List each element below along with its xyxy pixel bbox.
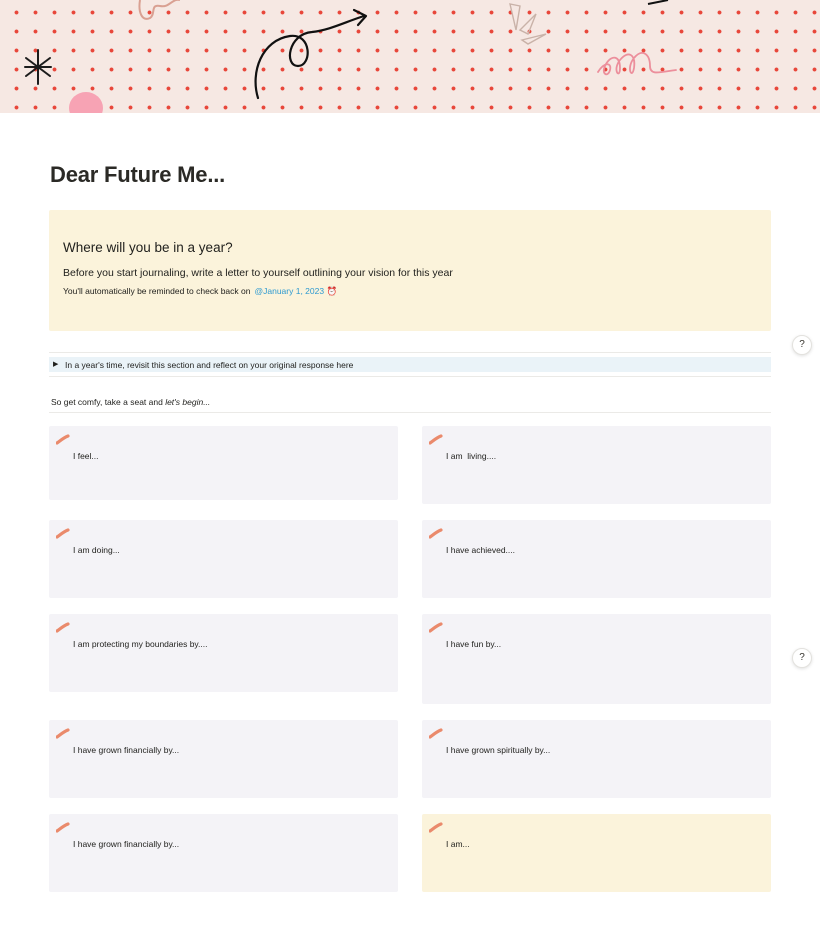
- curly-arrow-doodle: [256, 16, 364, 98]
- card-label: I have grown financially by...: [73, 839, 180, 849]
- cover-doodles: [0, 0, 820, 113]
- alarm-clock-icon: ⏰: [326, 286, 338, 296]
- brush-stroke-icon: [56, 622, 70, 633]
- prompt-card[interactable]: [422, 720, 771, 798]
- date-mention-link[interactable]: @January 1, 2023 ⏰: [254, 286, 338, 296]
- prompt-card[interactable]: [422, 520, 771, 598]
- lead-paragraph[interactable]: [51, 397, 210, 407]
- toggle-arrow-icon[interactable]: ▶: [53, 361, 59, 368]
- toggle-label: In a year's time, revisit this section and reflect on your original response here: [65, 360, 354, 370]
- brush-stroke-icon: [429, 622, 443, 633]
- brush-stroke-icon: [56, 528, 70, 539]
- callout-heading[interactable]: Where will you be in a year?: [63, 240, 233, 255]
- loops-doodle: [598, 53, 676, 74]
- prompt-card[interactable]: [422, 426, 771, 504]
- card-label: I feel...: [73, 451, 99, 461]
- brush-stroke-icon: [429, 528, 443, 539]
- pink-blob-doodle: [69, 92, 103, 113]
- brush-stroke-icon: [56, 434, 70, 445]
- divider: [49, 412, 771, 413]
- card-label: I have fun by...: [446, 639, 502, 649]
- brush-stroke-icon: [429, 728, 443, 739]
- brush-stroke-icon: [56, 728, 70, 739]
- callout-note[interactable]: [63, 286, 337, 297]
- asterisk-doodle: [25, 50, 51, 84]
- divider: [49, 352, 771, 353]
- lead-emphasis: let's begin...: [165, 397, 211, 407]
- help-button[interactable]: ?: [792, 648, 812, 668]
- prompt-card[interactable]: [49, 614, 398, 692]
- card-label: I have grown spiritually by...: [446, 745, 551, 755]
- prompt-card[interactable]: [49, 520, 398, 598]
- brush-stroke-icon: [56, 822, 70, 833]
- prompt-card[interactable]: [49, 426, 398, 500]
- prompt-card[interactable]: [422, 814, 771, 892]
- card-label: I have grown financially by...: [73, 745, 180, 755]
- scribble-doodle: [139, 0, 180, 19]
- callout-subheading[interactable]: Before you start journaling, write a letter to yourself outlining your vision for this year: [63, 267, 453, 279]
- brush-stroke-icon: [429, 434, 443, 445]
- reflection-toggle[interactable]: [49, 357, 771, 372]
- prompt-card[interactable]: [422, 614, 771, 704]
- prompt-card[interactable]: [49, 814, 398, 892]
- card-label: I am...: [446, 839, 470, 849]
- brush-stroke-icon: [429, 822, 443, 833]
- card-label: I am living....: [446, 451, 497, 461]
- card-label: I am protecting my boundaries by....: [73, 639, 208, 649]
- divider: [49, 376, 771, 377]
- card-label: I have achieved....: [446, 545, 515, 555]
- dash-doodle: [648, 0, 668, 4]
- triangle-doodles: [510, 4, 546, 44]
- help-button[interactable]: ?: [792, 335, 812, 355]
- page-cover: [0, 0, 820, 113]
- card-label: I am doing...: [73, 545, 120, 555]
- lead-text: So get comfy, take a seat and: [51, 397, 166, 407]
- prompt-card[interactable]: [49, 720, 398, 798]
- page-title[interactable]: Dear Future Me...: [50, 162, 226, 187]
- reminder-text: You'll automatically be reminded to check back on: [63, 286, 251, 296]
- callout-block[interactable]: [49, 210, 771, 331]
